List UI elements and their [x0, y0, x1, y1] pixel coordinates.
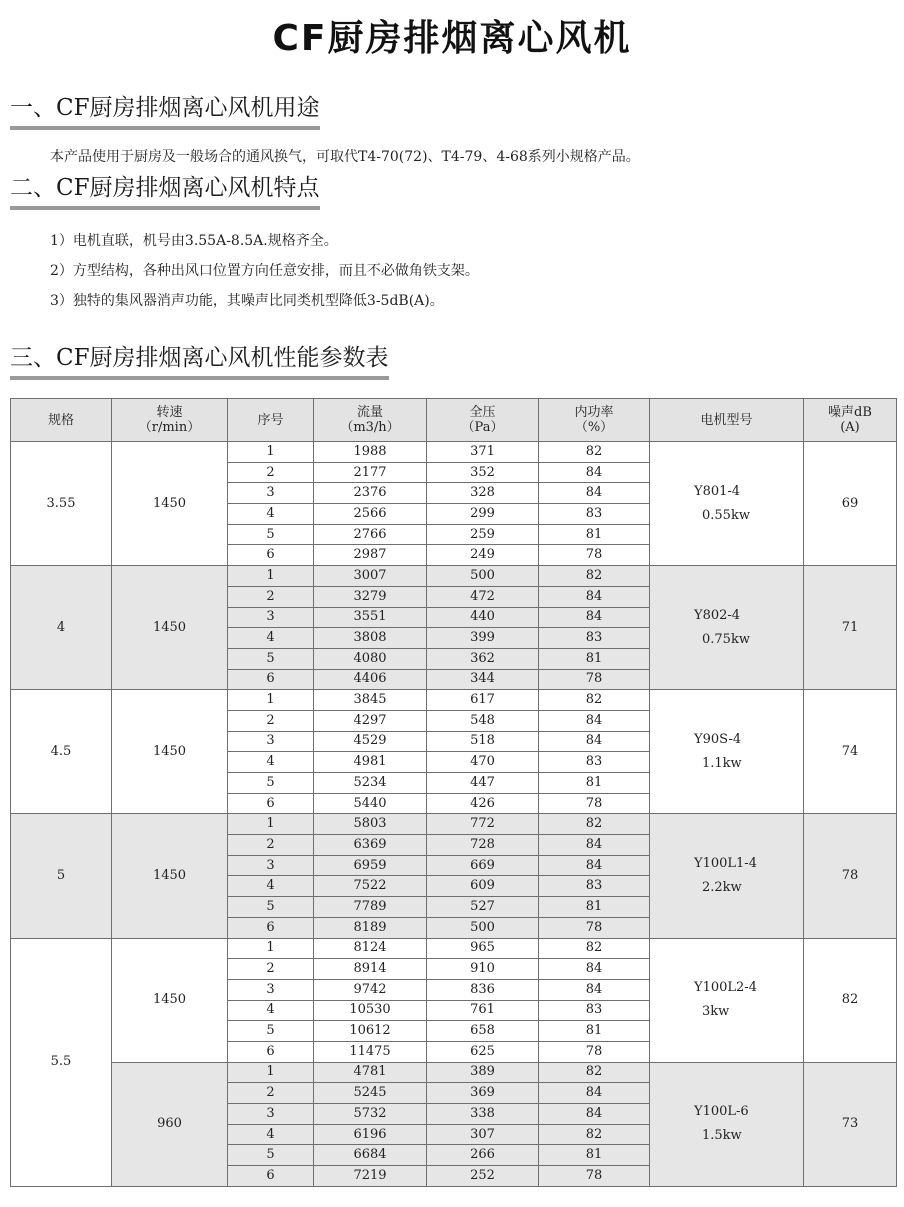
pressure-cell: 299: [427, 504, 539, 525]
section-heading-usage: 一、CF厨房排烟离心风机用途: [10, 94, 320, 130]
flow-cell: 6959: [314, 855, 427, 876]
pressure-cell: 259: [427, 524, 539, 545]
pressure-cell: 362: [427, 648, 539, 669]
flow-cell: 5440: [314, 793, 427, 814]
efficiency-cell: 83: [539, 628, 650, 649]
header-seq: 序号: [228, 399, 314, 442]
efficiency-cell: 81: [539, 1145, 650, 1166]
pressure-cell: 518: [427, 731, 539, 752]
flow-cell: 6369: [314, 835, 427, 856]
efficiency-cell: 82: [539, 566, 650, 587]
pressure-cell: 910: [427, 959, 539, 980]
spec-cell: 5: [11, 814, 112, 938]
pressure-cell: 965: [427, 938, 539, 959]
flow-cell: 10530: [314, 1000, 427, 1021]
noise-cell: 78: [804, 814, 897, 938]
flow-cell: 3845: [314, 690, 427, 711]
motor-power: 0.55kw: [702, 507, 750, 523]
efficiency-cell: 82: [539, 690, 650, 711]
flow-cell: 7219: [314, 1166, 427, 1187]
flow-cell: 6196: [314, 1124, 427, 1145]
pressure-cell: 440: [427, 607, 539, 628]
flow-cell: 2177: [314, 462, 427, 483]
motor-model: Y90S-4: [694, 731, 742, 747]
motor-model: Y801-4: [694, 483, 741, 499]
efficiency-cell: 84: [539, 462, 650, 483]
table-header-row: [11, 399, 897, 442]
seq-cell: 6: [228, 545, 314, 566]
noise-cell: 82: [804, 938, 897, 1062]
flow-cell: 4297: [314, 710, 427, 731]
pressure-cell: 447: [427, 773, 539, 794]
pressure-cell: 472: [427, 586, 539, 607]
flow-cell: 4981: [314, 752, 427, 773]
seq-cell: 6: [228, 1166, 314, 1187]
efficiency-cell: 81: [539, 897, 650, 918]
pressure-cell: 669: [427, 855, 539, 876]
header-spec: 规格: [11, 399, 112, 442]
spec-cell: 3.55: [11, 442, 112, 566]
table-row: [11, 442, 897, 463]
header-efficiency: [539, 399, 650, 442]
seq-cell: 6: [228, 793, 314, 814]
section-heading-params: 三、CF厨房排烟离心风机性能参数表: [10, 344, 389, 380]
pressure-cell: 249: [427, 545, 539, 566]
flow-cell: 2566: [314, 504, 427, 525]
feature-item: 3）独特的集风器消声功能，其噪声比同类机型降低3-5dB(A)。: [50, 293, 444, 309]
seq-cell: 1: [228, 566, 314, 587]
seq-cell: 3: [228, 855, 314, 876]
usage-paragraph: 本产品使用于厨房及一般场合的通风换气，可取代T4-70(72)、T4-79、4-68系列小规格产品。: [50, 149, 640, 165]
header-efficiency-unit: （%）: [574, 420, 614, 435]
table-row: [11, 814, 897, 835]
seq-cell: 4: [228, 504, 314, 525]
header-flow-unit: （m3/h）: [340, 420, 400, 435]
flow-cell: 4781: [314, 1062, 427, 1083]
noise-cell: 73: [804, 1062, 897, 1186]
flow-cell: 9742: [314, 979, 427, 1000]
efficiency-cell: 84: [539, 959, 650, 980]
flow-cell: 5803: [314, 814, 427, 835]
flow-cell: 2376: [314, 483, 427, 504]
motor-cell: [650, 690, 804, 814]
efficiency-cell: 84: [539, 1104, 650, 1125]
seq-cell: 1: [228, 1062, 314, 1083]
header-efficiency-label: 内功率: [574, 405, 614, 420]
header-flow: [314, 399, 427, 442]
flow-cell: 3279: [314, 586, 427, 607]
seq-cell: 2: [228, 959, 314, 980]
flow-cell: 10612: [314, 1021, 427, 1042]
pressure-cell: 252: [427, 1166, 539, 1187]
table-row: [11, 1062, 897, 1083]
seq-cell: 1: [228, 690, 314, 711]
noise-cell: 71: [804, 566, 897, 690]
flow-cell: 5732: [314, 1104, 427, 1125]
pressure-cell: 527: [427, 897, 539, 918]
flow-cell: 4529: [314, 731, 427, 752]
flow-cell: 5245: [314, 1083, 427, 1104]
table-row: [11, 938, 897, 959]
efficiency-cell: 83: [539, 1000, 650, 1021]
feature-item: 2）方型结构，各种出风口位置方向任意安排，而且不必做角铁支架。: [50, 263, 479, 279]
flow-cell: 4406: [314, 669, 427, 690]
seq-cell: 4: [228, 752, 314, 773]
header-speed-unit: （r/min）: [138, 420, 201, 435]
seq-cell: 5: [228, 648, 314, 669]
flow-cell: 4080: [314, 648, 427, 669]
motor-model: Y100L-6: [694, 1104, 749, 1120]
efficiency-cell: 82: [539, 1124, 650, 1145]
spec-cell: 4: [11, 566, 112, 690]
efficiency-cell: 82: [539, 938, 650, 959]
efficiency-cell: 78: [539, 1041, 650, 1062]
seq-cell: 4: [228, 876, 314, 897]
flow-cell: 3551: [314, 607, 427, 628]
noise-cell: 69: [804, 442, 897, 566]
efficiency-cell: 84: [539, 835, 650, 856]
speed-cell: 1450: [112, 690, 228, 814]
efficiency-cell: 84: [539, 855, 650, 876]
table-row: [11, 566, 897, 587]
noise-cell: 74: [804, 690, 897, 814]
flow-cell: 6684: [314, 1145, 427, 1166]
pressure-cell: 307: [427, 1124, 539, 1145]
speed-cell: 1450: [112, 814, 228, 938]
seq-cell: 4: [228, 1124, 314, 1145]
seq-cell: 5: [228, 897, 314, 918]
efficiency-cell: 81: [539, 1021, 650, 1042]
efficiency-cell: 78: [539, 1166, 650, 1187]
efficiency-cell: 84: [539, 979, 650, 1000]
efficiency-cell: 81: [539, 524, 650, 545]
seq-cell: 3: [228, 979, 314, 1000]
feature-item: 1）电机直联，机号由3.55A-8.5A.规格齐全。: [50, 233, 338, 249]
pressure-cell: 548: [427, 710, 539, 731]
pressure-cell: 658: [427, 1021, 539, 1042]
flow-cell: 8124: [314, 938, 427, 959]
efficiency-cell: 82: [539, 1062, 650, 1083]
seq-cell: 6: [228, 669, 314, 690]
header-speed: [112, 399, 228, 442]
pressure-cell: 470: [427, 752, 539, 773]
efficiency-cell: 84: [539, 1083, 650, 1104]
pressure-cell: 426: [427, 793, 539, 814]
efficiency-cell: 82: [539, 442, 650, 463]
seq-cell: 2: [228, 1083, 314, 1104]
seq-cell: 6: [228, 1041, 314, 1062]
seq-cell: 1: [228, 814, 314, 835]
header-noise-label: 噪声dB: [828, 405, 872, 420]
motor-cell: [650, 938, 804, 1062]
spec-cell: 4.5: [11, 690, 112, 814]
seq-cell: 2: [228, 462, 314, 483]
flow-cell: 5234: [314, 773, 427, 794]
pressure-cell: 328: [427, 483, 539, 504]
efficiency-cell: 78: [539, 793, 650, 814]
flow-cell: 8189: [314, 917, 427, 938]
flow-cell: 3007: [314, 566, 427, 587]
flow-cell: 7522: [314, 876, 427, 897]
efficiency-cell: 78: [539, 669, 650, 690]
motor-cell: [650, 1062, 804, 1186]
seq-cell: 3: [228, 1104, 314, 1125]
pressure-cell: 371: [427, 442, 539, 463]
pressure-cell: 625: [427, 1041, 539, 1062]
header-noise: [804, 399, 897, 442]
efficiency-cell: 81: [539, 773, 650, 794]
pressure-cell: 266: [427, 1145, 539, 1166]
seq-cell: 5: [228, 1145, 314, 1166]
motor-cell: [650, 814, 804, 938]
speed-cell: 1450: [112, 442, 228, 566]
flow-cell: 2987: [314, 545, 427, 566]
pressure-cell: 344: [427, 669, 539, 690]
efficiency-cell: 81: [539, 648, 650, 669]
seq-cell: 5: [228, 524, 314, 545]
efficiency-cell: 78: [539, 545, 650, 566]
pressure-cell: 338: [427, 1104, 539, 1125]
pressure-cell: 389: [427, 1062, 539, 1083]
efficiency-cell: 84: [539, 483, 650, 504]
seq-cell: 3: [228, 607, 314, 628]
pressure-cell: 617: [427, 690, 539, 711]
flow-cell: 3808: [314, 628, 427, 649]
pressure-cell: 500: [427, 566, 539, 587]
seq-cell: 3: [228, 483, 314, 504]
efficiency-cell: 82: [539, 814, 650, 835]
speed-cell: 960: [112, 1062, 228, 1186]
seq-cell: 4: [228, 628, 314, 649]
motor-cell: [650, 566, 804, 690]
header-speed-label: 转速: [156, 405, 183, 420]
section-heading-features: 二、CF厨房排烟离心风机特点: [10, 174, 320, 210]
efficiency-cell: 78: [539, 917, 650, 938]
header-motor: 电机型号: [650, 399, 804, 442]
seq-cell: 2: [228, 586, 314, 607]
efficiency-cell: 84: [539, 586, 650, 607]
seq-cell: 5: [228, 1021, 314, 1042]
motor-power: 1.1kw: [702, 755, 742, 771]
motor-power: 3kw: [702, 1004, 730, 1020]
flow-cell: 7789: [314, 897, 427, 918]
efficiency-cell: 83: [539, 504, 650, 525]
page-title: CF厨房排烟离心风机: [272, 18, 632, 59]
motor-power: 1.5kw: [702, 1128, 742, 1144]
motor-model: Y100L2-4: [694, 980, 757, 996]
motor-model: Y100L1-4: [694, 855, 757, 871]
flow-cell: 2766: [314, 524, 427, 545]
seq-cell: 2: [228, 710, 314, 731]
table-row: [11, 690, 897, 711]
motor-model: Y802-4: [694, 607, 741, 623]
seq-cell: 2: [228, 835, 314, 856]
speed-cell: 1450: [112, 938, 228, 1062]
header-noise-unit: (A): [840, 420, 860, 435]
efficiency-cell: 84: [539, 710, 650, 731]
pressure-cell: 399: [427, 628, 539, 649]
header-pressure-unit: （Pa）: [461, 420, 504, 435]
efficiency-cell: 83: [539, 876, 650, 897]
header-pressure: [427, 399, 539, 442]
seq-cell: 6: [228, 917, 314, 938]
pressure-cell: 369: [427, 1083, 539, 1104]
flow-cell: 11475: [314, 1041, 427, 1062]
motor-cell: [650, 442, 804, 566]
flow-cell: 1988: [314, 442, 427, 463]
pressure-cell: 352: [427, 462, 539, 483]
pressure-cell: 500: [427, 917, 539, 938]
pressure-cell: 609: [427, 876, 539, 897]
seq-cell: 5: [228, 773, 314, 794]
pressure-cell: 761: [427, 1000, 539, 1021]
flow-cell: 8914: [314, 959, 427, 980]
pressure-cell: 836: [427, 979, 539, 1000]
pressure-cell: 772: [427, 814, 539, 835]
speed-cell: 1450: [112, 566, 228, 690]
pressure-cell: 728: [427, 835, 539, 856]
efficiency-cell: 84: [539, 731, 650, 752]
motor-power: 0.75kw: [702, 631, 750, 647]
efficiency-cell: 84: [539, 607, 650, 628]
seq-cell: 3: [228, 731, 314, 752]
seq-cell: 4: [228, 1000, 314, 1021]
seq-cell: 1: [228, 442, 314, 463]
performance-table: [10, 398, 897, 1187]
header-pressure-label: 全压: [469, 405, 496, 420]
spec-cell: 5.5: [11, 938, 112, 1186]
efficiency-cell: 83: [539, 752, 650, 773]
motor-power: 2.2kw: [702, 879, 742, 895]
seq-cell: 1: [228, 938, 314, 959]
header-flow-label: 流量: [356, 405, 383, 420]
table-body: [11, 442, 897, 1187]
